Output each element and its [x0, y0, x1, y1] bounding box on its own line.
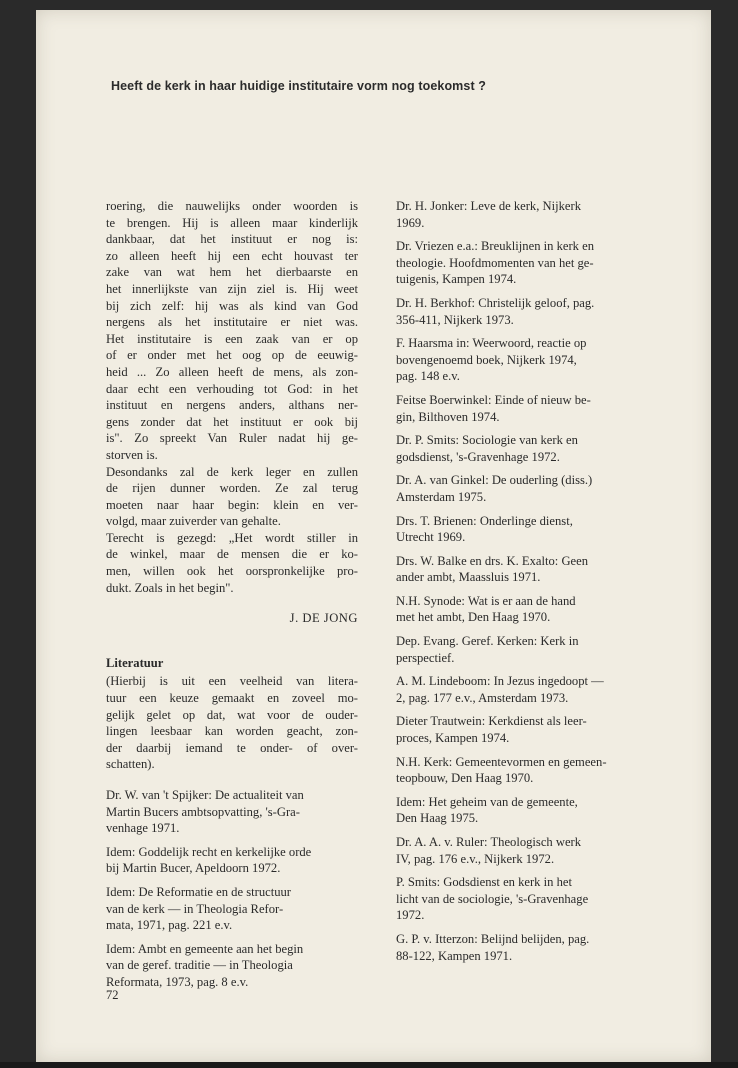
article-line: Desondanks zal de kerk leger en zullen [106, 464, 358, 479]
reference-entry [396, 713, 648, 746]
reference-line: theologie. Hoofdmomenten van het ge- [396, 255, 594, 270]
reference-line: Dieter Trautwein: Kerkdienst als leer- [396, 714, 587, 729]
article-line: bij zich zelf: hij was als kind van God [106, 298, 358, 313]
article-line: of er onder met het oog op de eeuwig- [106, 348, 358, 363]
article-line: dukt. Zoals in het begin". [106, 580, 234, 595]
reference-line: Idem: Goddelijk recht en kerkelijke orde [106, 844, 312, 859]
article-line: zake van wat hem het dierbaarste en [106, 265, 358, 280]
article-line: instituut en nergens anders, althans ner- [106, 398, 358, 413]
literature-intro-line: gelijk gelet op dat, wat voor de ouder- [106, 707, 358, 722]
page-header: Heeft de kerk in haar huidige institutaire vorm nog toekomst ? [111, 79, 487, 93]
reference-line: met het ambt, Den Haag 1970. [396, 610, 551, 625]
literature-intro-line: der daarbij iemand te onder- of over- [106, 740, 358, 755]
reference-line: Dr. A. van Ginkel: De ouderling (diss.) [396, 473, 593, 488]
reference-entry [106, 844, 358, 877]
reference-line: perspectief. [396, 650, 455, 665]
literature-intro-line: lingen leesbaar kan worden geacht, zon- [106, 724, 358, 739]
literature-intro-line: tuur een keuze gemaakt en zoveel mo- [106, 691, 358, 706]
reference-line: 1969. [396, 215, 425, 230]
reference-line: Dr. A. A. v. Ruler: Theologisch werk [396, 835, 582, 849]
article-line: moeten naar haar begin: klein en ver- [106, 497, 358, 512]
document-page [36, 10, 711, 1062]
reference-line: Amsterdam 1975. [396, 489, 487, 504]
literature-intro [106, 673, 358, 773]
reference-line: IV, pag. 176 e.v., Nijkerk 1972. [396, 851, 555, 866]
reference-line: N.H. Synode: Wat is er aan de hand [396, 593, 576, 608]
reference-entry [396, 593, 648, 626]
literature-intro-line: (Hierbij is uit een veelheid van litera- [106, 674, 358, 689]
reference-line: Dr. Vriezen e.a.: Breuklijnen in kerk en [396, 239, 594, 254]
literature-intro-line: schatten). [106, 757, 155, 772]
reference-line: godsdienst, 's-Gravenhage 1972. [396, 449, 560, 464]
reference-line: Idem: De Reformatie en de structuur [106, 884, 291, 899]
reference-entry [396, 198, 648, 231]
page-number: 72 [106, 988, 119, 1002]
article-line: zo alleen heeft hij een echt houvast ter [106, 248, 358, 263]
article-line: roering, die nauwelijks onder woorden is [106, 199, 358, 213]
right-reference-list [396, 198, 648, 964]
reference-line: Martin Bucers ambtsopvatting, 's-Gra- [106, 804, 300, 819]
reference-line: Utrecht 1969. [396, 530, 466, 545]
reference-line: Drs. W. Balke en drs. K. Exalto: Geen [396, 553, 589, 568]
reference-line: Feitse Boerwinkel: Einde of nieuw be- [396, 392, 591, 407]
reference-line: 356-411, Nijkerk 1973. [396, 312, 514, 327]
reference-line: gin, Bilthoven 1974. [396, 409, 500, 424]
reference-entry [396, 295, 648, 328]
reference-entry [396, 874, 648, 924]
article-line: de rijen dunner worden. Ze zal terug [106, 481, 358, 496]
reference-line: Dep. Evang. Geref. Kerken: Kerk in [396, 634, 579, 649]
reference-line: G. P. v. Itterzon: Belijnd belijden, pag. [396, 931, 590, 946]
reference-entry [396, 633, 648, 666]
reference-entry [396, 513, 648, 546]
reference-entry [396, 392, 648, 425]
article-line: dankbaar, dat het instituut er nog is: [106, 232, 358, 247]
reference-line: Dr. H. Berkhof: Christelijk geloof, pag. [396, 295, 595, 310]
article-line: de winkel, maar de mensen die er ko- [106, 547, 358, 562]
reference-line: mata, 1971, pag. 221 e.v. [106, 918, 233, 933]
reference-entry [396, 834, 648, 867]
reference-line: pag. 148 e.v. [396, 369, 460, 384]
reference-line: Reformata, 1973, pag. 8 e.v. [106, 974, 249, 989]
reference-line: bovengenoemd boek, Nijkerk 1974, [396, 352, 577, 367]
article-line: nergens als het institutaire er niet was. [106, 315, 358, 330]
reference-line: 1972. [396, 908, 425, 923]
reference-line: Dr. P. Smits: Sociologie van kerk en [396, 433, 578, 448]
reference-entry [396, 553, 648, 586]
reference-entry [106, 941, 358, 991]
reference-line: van de kerk — in Theologia Refor- [106, 901, 284, 916]
reference-line: bij Martin Bucer, Apeldoorn 1972. [106, 861, 281, 876]
article-line: is". Zo spreekt Van Ruler nadat hij ge- [106, 431, 358, 446]
article-body [106, 198, 358, 596]
reference-line: 2, pag. 177 e.v., Amsterdam 1973. [396, 690, 569, 705]
reference-line: Idem: Ambt en gemeente aan het begin [106, 941, 304, 956]
reference-entry [396, 754, 648, 787]
reference-line: venhage 1971. [106, 821, 180, 836]
reference-line: 88-122, Kampen 1971. [396, 948, 513, 963]
article-line: Het institutaire is een zaak van er op [106, 331, 358, 346]
reference-line: Drs. T. Brienen: Onderlinge dienst, [396, 513, 573, 528]
article-line: te brengen. Hij is alleen maar kinderlijk [106, 215, 358, 230]
article-line: heid ... Zo alleen heeft de mens, als zon- [106, 364, 358, 379]
reference-line: F. Haarsma in: Weerwoord, reactie op [396, 336, 587, 351]
reference-line: Idem: Het geheim van de gemeente, [396, 794, 578, 809]
reference-line: A. M. Lindeboom: In Jezus ingedoopt — [396, 674, 604, 689]
literature-heading: Literatuur [106, 655, 164, 670]
article-line: volgd, maar zuiverder van gehalte. [106, 514, 281, 529]
reference-entry [396, 794, 648, 827]
scan-border [0, 1062, 738, 1068]
article-line: storven is. [106, 447, 158, 462]
author-signature: J. DE JONG [289, 611, 358, 626]
article-line: Terecht is gezegd: „Het wordt stiller in [106, 530, 358, 545]
reference-entry [396, 238, 648, 288]
reference-line: licht van de sociologie, 's-Gravenhage [396, 891, 589, 906]
right-column [396, 198, 648, 964]
left-column [106, 198, 358, 991]
reference-line: teopbouw, Den Haag 1970. [396, 771, 534, 786]
article-line: gens zonder dat het instituut er ook bij [106, 414, 358, 429]
reference-line: N.H. Kerk: Gemeentevormen en gemeen- [396, 754, 607, 769]
reference-line: ander ambt, Maassluis 1971. [396, 570, 541, 585]
article-line: men, willen ook het oorspronkelijke pro- [106, 564, 358, 579]
reference-line: Dr. H. Jonker: Leve de kerk, Nijkerk [396, 199, 582, 213]
reference-entry [396, 931, 648, 964]
reference-line: Den Haag 1975. [396, 811, 479, 826]
left-reference-list [106, 787, 358, 991]
reference-line: tuigenis, Kampen 1974. [396, 272, 517, 287]
reference-line: Dr. W. van 't Spijker: De actualiteit van [106, 788, 304, 802]
reference-entry [396, 432, 648, 465]
reference-entry [106, 884, 358, 934]
reference-entry [106, 787, 358, 837]
reference-entry [396, 673, 648, 706]
reference-line: P. Smits: Godsdienst en kerk in het [396, 875, 572, 890]
reference-line: proces, Kampen 1974. [396, 731, 510, 746]
reference-entry [396, 472, 648, 505]
reference-line: van de geref. traditie — in Theologia [106, 958, 293, 973]
article-line: daar echt een verhouding tot God: in het [106, 381, 358, 396]
reference-entry [396, 335, 648, 385]
article-line: het innerlijkste van zijn ziel is. Hij weet [106, 281, 358, 296]
